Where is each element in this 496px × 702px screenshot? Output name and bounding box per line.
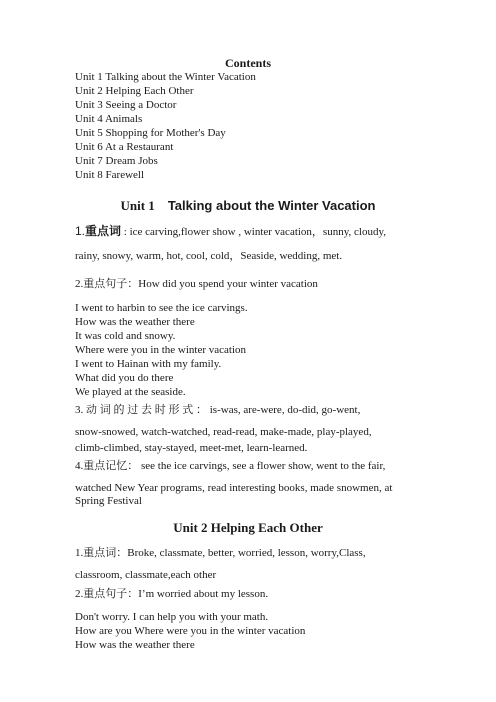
unit1-memory-line3: Spring Festival — [75, 495, 142, 507]
contents-item-6: Unit 6 At a Restaurant — [75, 141, 174, 153]
unit1-past-line1: 3. 动 词 的 过 去 时 形 式 ： is-was, are-were, do-did, go-went, — [75, 404, 361, 416]
unit1-sentence-6: What did you do there — [75, 372, 174, 384]
contents-item-7: Unit 7 Dream Jobs — [75, 155, 158, 167]
unit1-vocab-number: 1. — [75, 224, 86, 238]
unit2-sentences-label: 2.重点句子：I’m worried about my lesson. — [75, 588, 269, 600]
unit1-vocab-label: 重点词 — [85, 224, 122, 238]
unit1-past-line2: snow-snowed, watch-watched, read-read, make-made, play-played, — [75, 426, 372, 438]
unit1-heading — [0, 198, 496, 214]
unit1-sentences-label: 2.重点句子：How did you spend your winter vacation — [75, 278, 318, 290]
unit1-sentence-1: I went to harbin to see the ice carvings. — [75, 302, 248, 314]
contents-item-3: Unit 3 Seeing a Doctor — [75, 99, 177, 111]
unit1-heading-number: Unit 1 — [120, 198, 155, 213]
contents-item-5: Unit 5 Shopping for Mother's Day — [75, 127, 226, 139]
unit1-sentence-3: It was cold and snowy. — [75, 330, 176, 342]
contents-item-2: Unit 2 Helping Each Other — [75, 85, 194, 97]
contents-item-1: Unit 1 Talking about the Winter Vacation — [75, 71, 256, 83]
unit2-vocab-line1: 1.重点词：Broke, classmate, better, worried, lesson, worry,Class, — [75, 547, 366, 559]
unit1-vocab-line2: rainy, snowy, warm, hot, cool, cold，Seaside, wedding, met. — [75, 250, 343, 262]
unit1-memory-line1: 4.重点记忆： see the ice carvings, see a flower show, went to the fair, — [75, 460, 386, 472]
unit1-sentence-2: How was the weather there — [75, 316, 195, 328]
unit1-past-line3: climb-climbed, stay-stayed, meet-met, learn-learned. — [75, 442, 308, 454]
unit2-heading: Unit 2 Helping Each Other — [173, 520, 323, 535]
unit1-heading-title: Talking about the Winter Vacation — [167, 198, 376, 213]
unit2-sentence-2: How are you Where were you in the winter vacation — [75, 625, 306, 637]
contents-item-4: Unit 4 Animals — [75, 113, 143, 125]
contents-title: Contents — [224, 56, 271, 70]
unit1-sentence-5: I went to Hainan with my family. — [75, 358, 222, 370]
unit1-sentence-4: Where were you in the winter vacation — [75, 344, 247, 356]
contents-item-8: Unit 8 Farewell — [75, 169, 145, 181]
unit2-sentence-1: Don't worry. I can help you with your math. — [75, 611, 269, 623]
unit1-memory-line2: watched New Year programs, read interesting books, made snowmen, at — [75, 482, 393, 494]
unit1-vocab-line1 — [75, 225, 386, 239]
unit1-vocab-words: : ice carving,flower show , winter vacation，sunny, cloudy, — [123, 226, 386, 238]
unit2-vocab-line2: classroom, classmate,each other — [75, 569, 217, 581]
unit1-sentence-7: We played at the seaside. — [75, 386, 186, 398]
unit2-sentence-3: How was the weather there — [75, 639, 195, 651]
